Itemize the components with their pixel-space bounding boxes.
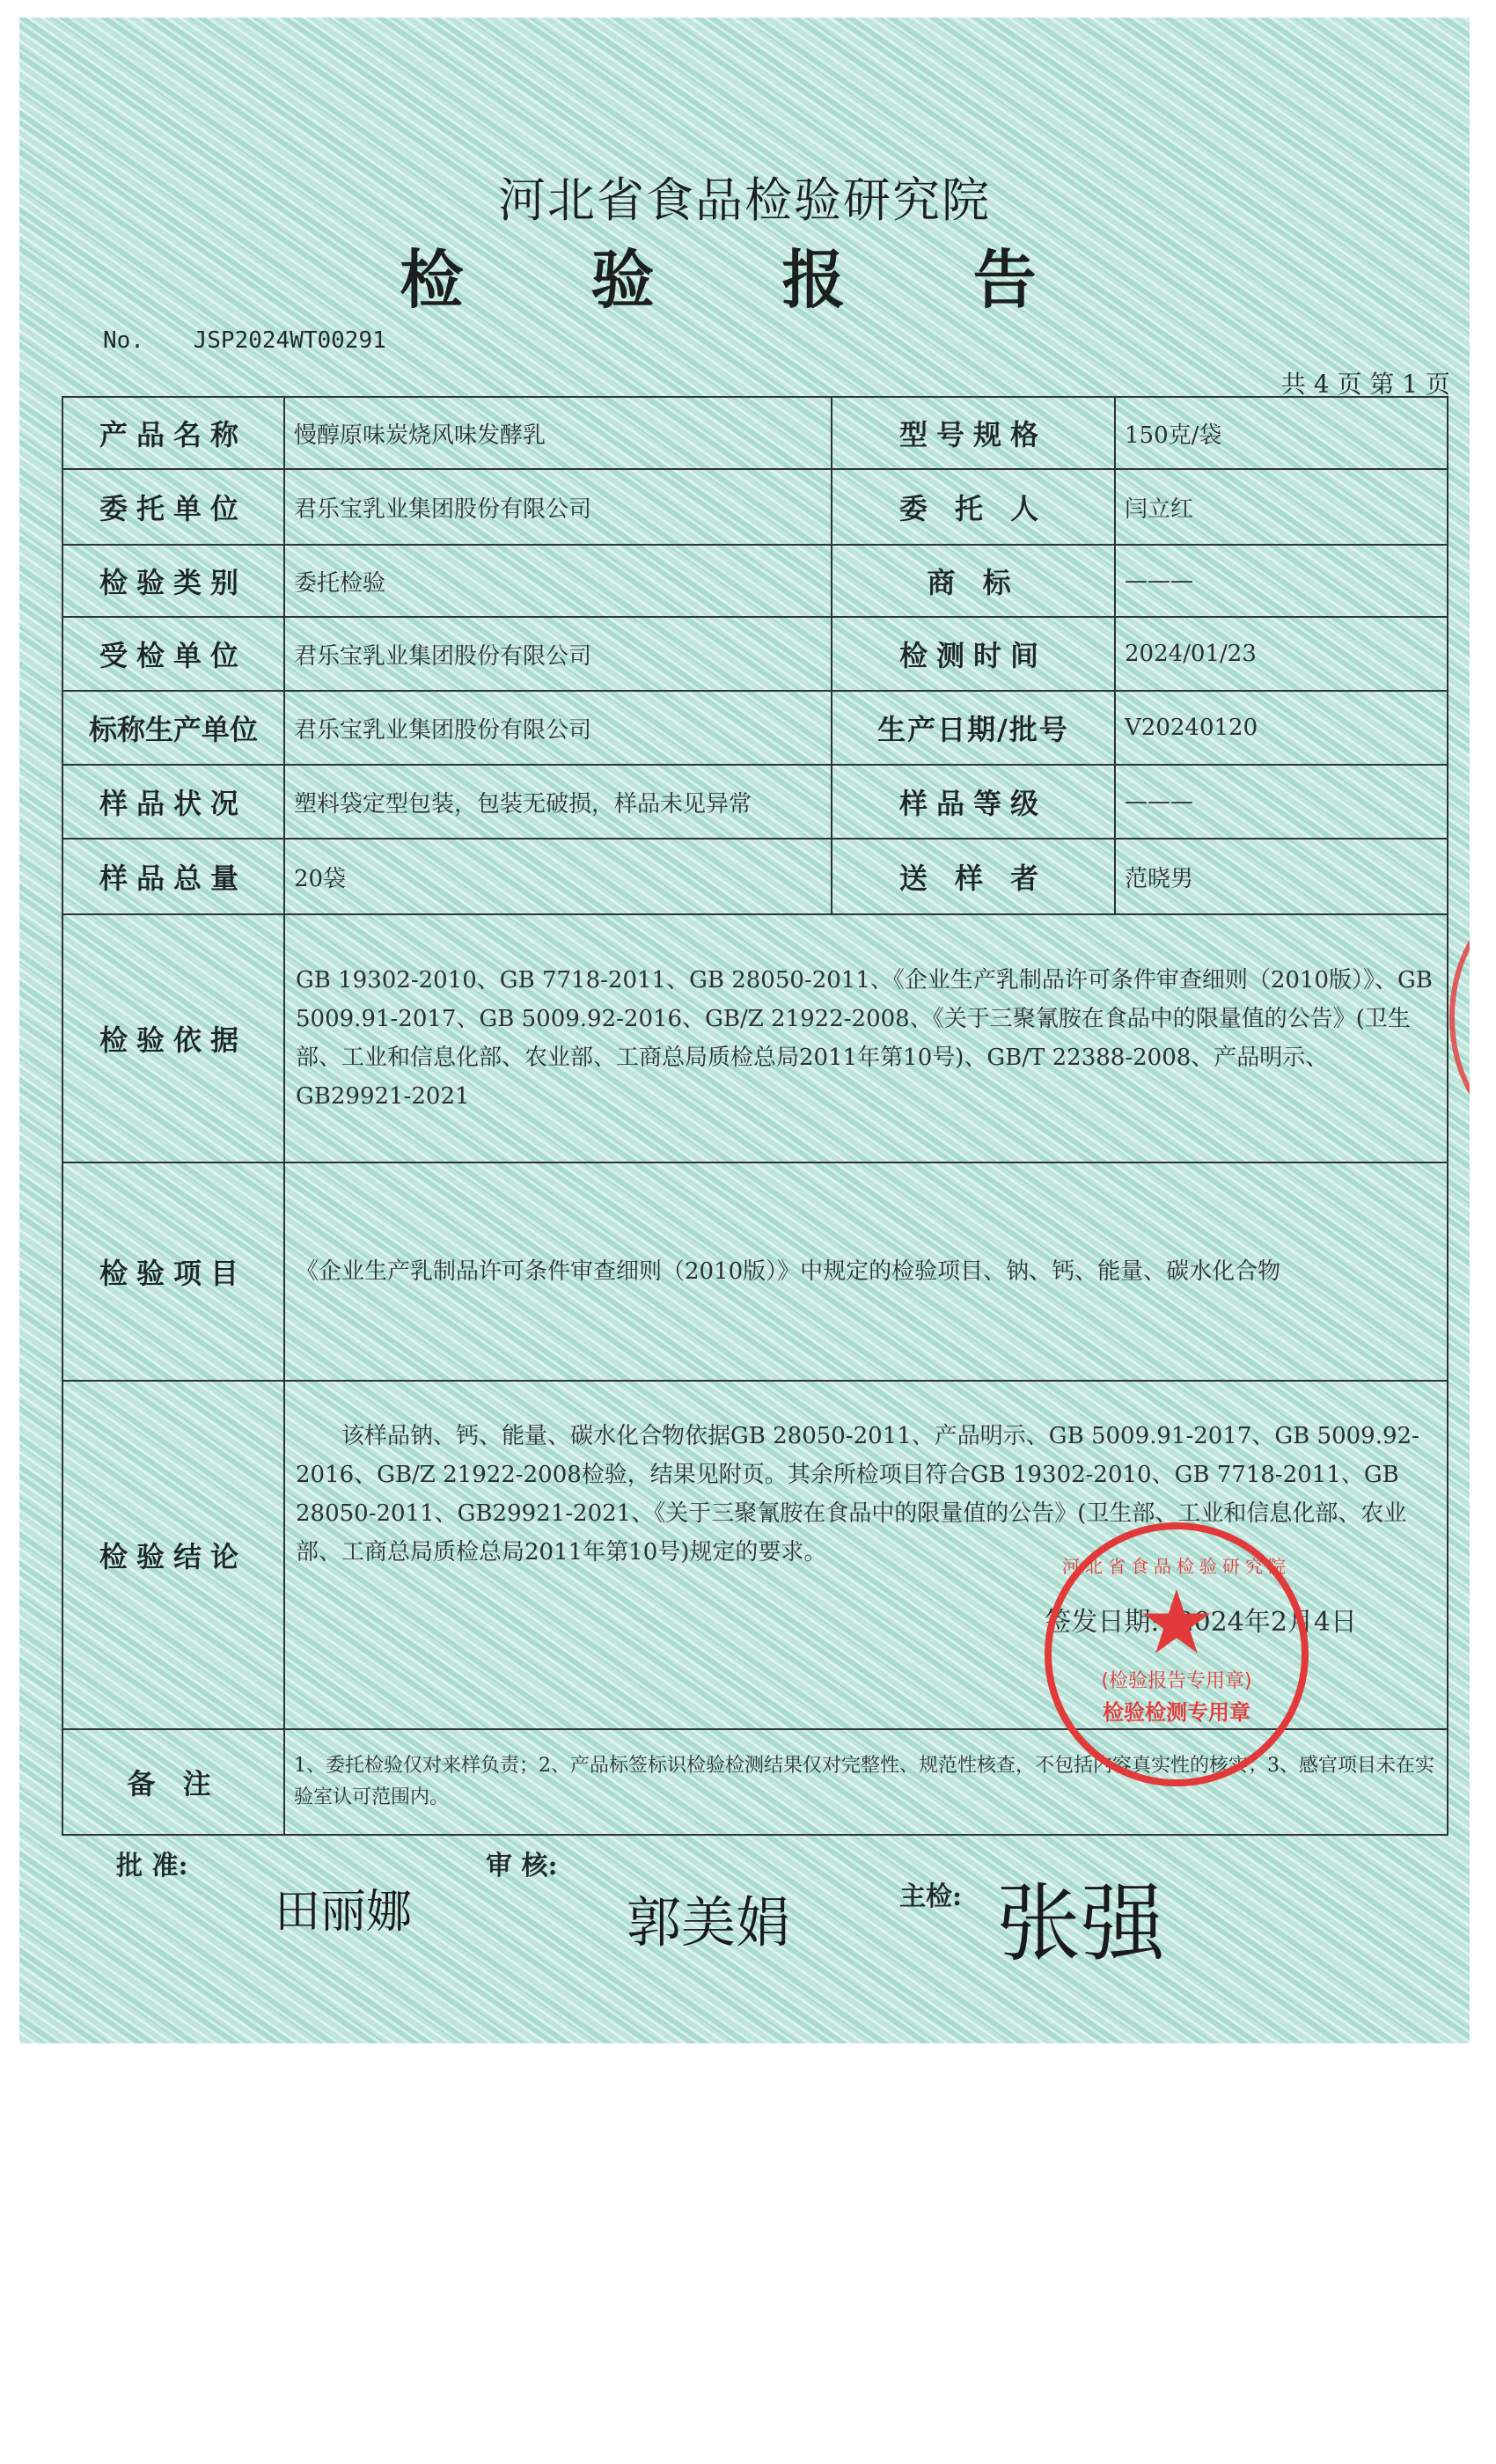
report-number (103, 327, 386, 354)
sample-state-value: 塑料袋定型包装，包装无破损，样品未见异常 (284, 765, 832, 839)
report-title: 检 验 报 告 (400, 242, 1089, 317)
remark-label: 备 注 (62, 1729, 284, 1835)
client-label: 委托单位 (62, 469, 284, 545)
approve-label: 批 准: (116, 1851, 188, 1881)
report-sheet (19, 18, 1470, 2043)
sample-grade-value: ——— (1115, 765, 1448, 839)
review-signature: 郭美娟 (627, 1890, 791, 1954)
brand-label: 商 标 (832, 545, 1115, 617)
basis-value: GB 19302-2010、GB 7718-2011、GB 28050-2011、《企业生产乳制品许可条件审查细则（2010版）》、GB 5009.91-2017、GB 5009.92-2016、GB/Z 21922-2008、《关于三聚氰胺在食品中的限量值的公告》(卫生部、工业和信息化部、农业部、工商总局质检总局2011年第10号)、GB/T 22388-2008、产品明示、GB29921-2021 (284, 914, 1448, 1162)
producer-value: 君乐宝乳业集团股份有限公司 (284, 691, 832, 765)
basis-label: 检验依据 (62, 914, 284, 1162)
items-value: 《企业生产乳制品许可条件审查细则（2010版）》中规定的检验项目、钠、钙、能量、碳水化合物 (284, 1162, 1448, 1381)
report-number-value: JSP2024WT00291 (193, 327, 386, 354)
production-date-value: V20240120 (1115, 691, 1448, 765)
product-name-label: 产品名称 (62, 397, 284, 469)
items-label: 检验项目 (62, 1162, 284, 1381)
sample-state-label: 样品状况 (62, 765, 284, 839)
spec-label: 型号规格 (832, 397, 1115, 469)
official-seal (1045, 1522, 1309, 1786)
seal-star-icon: ★ (1137, 1571, 1216, 1674)
conclusion-value: 该样品钠、钙、能量、碳水化合物依据GB 28050-2011、产品明示、GB 5009.91-2017、GB 5009.92-2016、GB/Z 21922-2008检验，结果见附页。其余所检项目符合GB 19302-2010、GB 7718-2011、GB 28050-2011、GB29921-2021、《关于三聚氰胺在食品中的限量值的公告》(卫生部、工业和信息化部、农业部、工商总局质检总局2011年第10号)规定的要求。 (296, 1423, 1419, 1566)
approve-signature: 田丽娜 (275, 1886, 413, 1939)
product-name-value: 慢醇原味炭烧风味发酵乳 (284, 397, 832, 469)
remark-value: 1、委托检验仅对来样负责；2、产品标签标识检验检测结果仅对完整性、规范性核查，不包括内容真实性的核实；3、感官项目未在实验室认可范围内。 (284, 1729, 1448, 1835)
consignor-value: 闫立红 (1115, 469, 1448, 545)
production-date-label: 生产日期/批号 (832, 691, 1115, 765)
sign-date-value: 2024年2月4日 (1177, 1607, 1357, 1638)
brand-value: ——— (1115, 545, 1448, 617)
inspected-unit-value: 君乐宝乳业集团股份有限公司 (284, 617, 832, 691)
spec-value: 150克/袋 (1115, 397, 1448, 469)
client-value: 君乐宝乳业集团股份有限公司 (284, 469, 832, 545)
edge-seal (1449, 898, 1470, 1137)
seal-ring-text: 河北省食品检验研究院 (1062, 1556, 1291, 1577)
sender-value: 范晓男 (1115, 839, 1448, 914)
test-time-value: 2024/01/23 (1115, 617, 1448, 691)
seal-line-1: (检验报告专用章) (1101, 1670, 1252, 1692)
seal-line-2: 检验检测专用章 (1103, 1700, 1250, 1725)
chief-label: 主检: (899, 1881, 963, 1912)
institute-title: 河北省食品检验研究院 (498, 172, 991, 228)
page-count: 共 4 页 第 1 页 (1280, 370, 1450, 399)
review-label: 审 核: (486, 1851, 558, 1881)
producer-label: 标称生产单位 (62, 691, 284, 765)
sample-total-value: 20袋 (284, 839, 832, 914)
test-time-label: 检测时间 (832, 617, 1115, 691)
category-label: 检验类别 (62, 545, 284, 617)
sign-date-label: 签发日期: (1045, 1607, 1160, 1638)
inspected-unit-label: 受检单位 (62, 617, 284, 691)
sender-label: 送 样 者 (832, 839, 1115, 914)
report-number-label: No. (103, 327, 144, 354)
consignor-label: 委 托 人 (832, 469, 1115, 545)
chief-signature: 张强 (996, 1874, 1165, 1973)
sample-total-label: 样品总量 (62, 839, 284, 914)
category-value: 委托检验 (284, 545, 832, 617)
sample-grade-label: 样品等级 (832, 765, 1115, 839)
conclusion-label: 检验结论 (62, 1381, 284, 1729)
